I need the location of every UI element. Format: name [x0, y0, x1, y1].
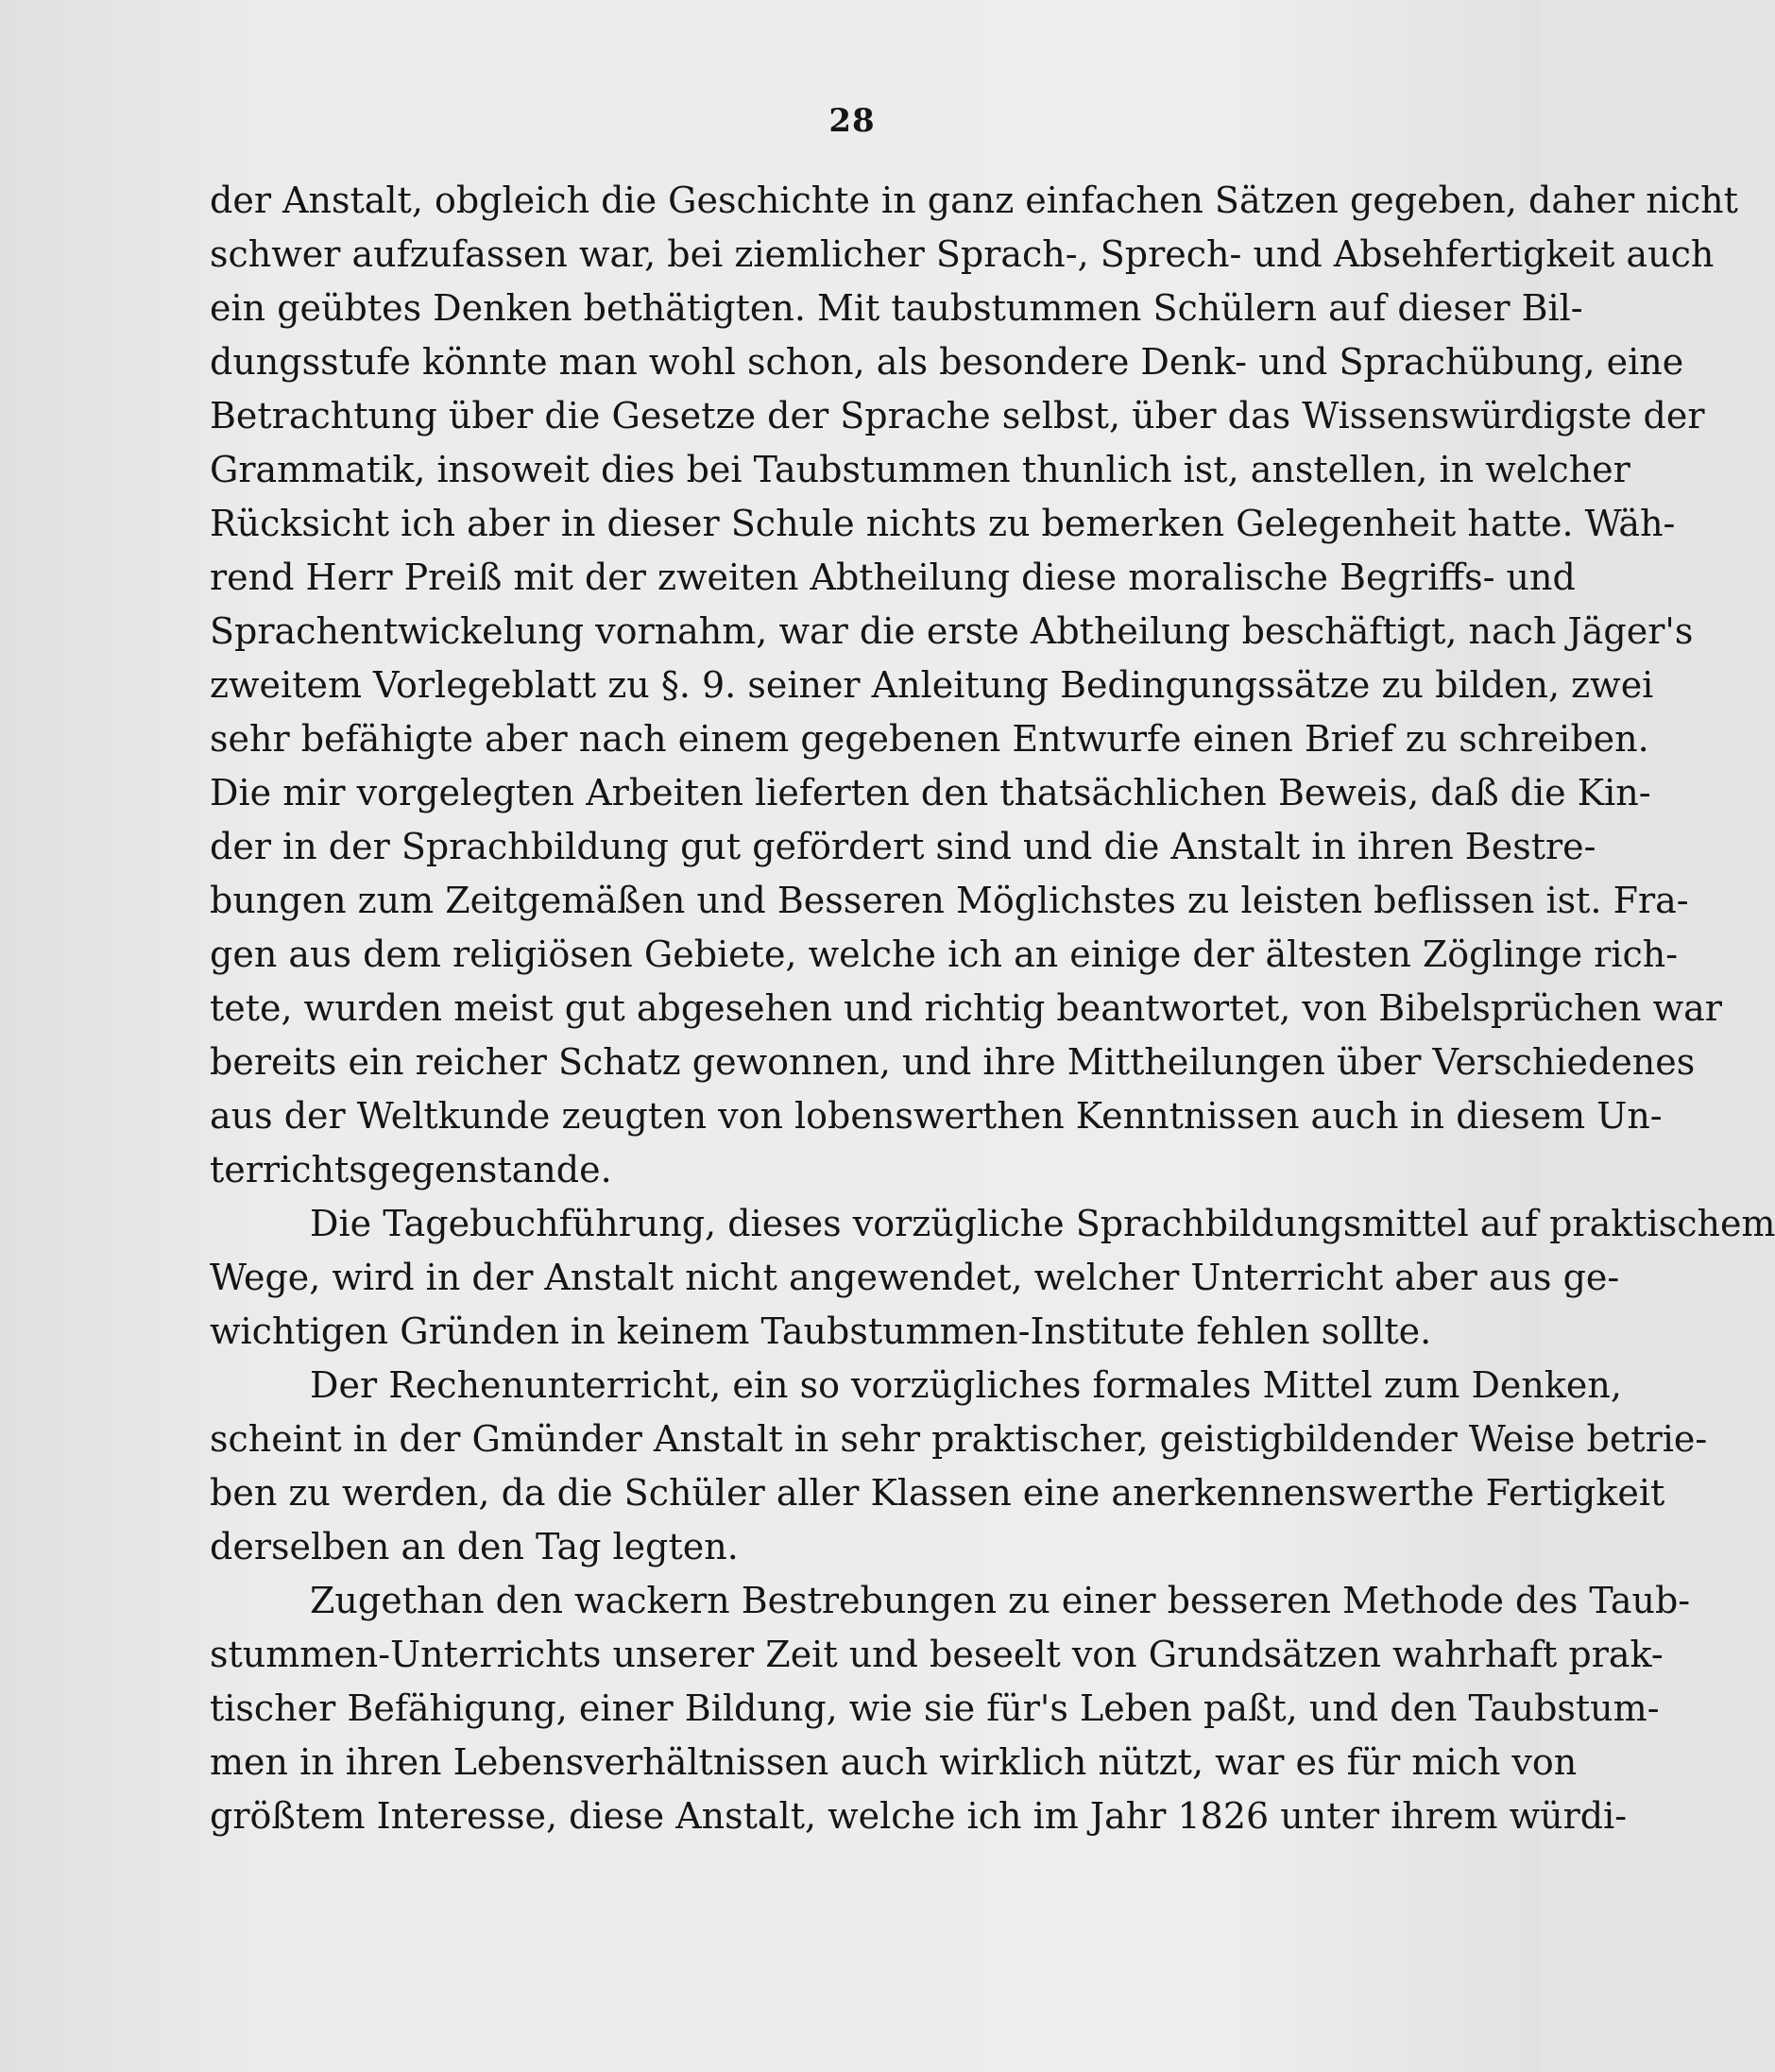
paragraph [210, 1197, 1775, 1359]
text-line: der in der Sprachbildung gut gefördert sind und die Anstalt in ihren Bestre- [210, 826, 1596, 867]
paragraph [210, 1574, 1691, 1843]
text-line: Zugethan den wackern Bestrebungen zu einer besseren Methode des Taub- [310, 1580, 1691, 1621]
text-line: bereits ein reicher Schatz gewonnen, und ihre Mittheilungen über Verschiedenes [210, 1041, 1696, 1083]
page-number: 28 [828, 102, 876, 140]
text-line: men in ihren Lebensverhältnissen auch wirklich nützt, war es für mich von [210, 1741, 1578, 1783]
text-line: aus der Weltkunde zeugten von lobenswerthen Kenntnissen auch in diesem Un- [210, 1095, 1663, 1137]
text-line: bungen zum Zeitgemäßen und Besseren Möglichstes zu leisten beflissen ist. Fra- [210, 880, 1689, 921]
text-line: dungsstufe könnte man wohl schon, als besondere Denk- und Sprachübung, eine [210, 341, 1684, 383]
text-line: schwer aufzufassen war, bei ziemlicher Sprach-, Sprech- und Absehfertigkeit auch [210, 233, 1715, 275]
text-line: Sprachentwickelung vornahm, war die erste Abtheilung beschäftigt, nach Jäger's [210, 610, 1694, 652]
text-line: zweitem Vorlegeblatt zu §. 9. seiner Anleitung Bedingungssätze zu bilden, zwei [210, 664, 1654, 706]
text-line: Betrachtung über die Gesetze der Sprache selbst, über das Wissenswürdigste der [210, 395, 1705, 437]
text-line: Grammatik, insoweit dies bei Taubstummen thunlich ist, anstellen, in welcher [210, 449, 1630, 490]
text-line: größtem Interesse, diese Anstalt, welche ich im Jahr 1826 unter ihrem würdi- [210, 1795, 1628, 1837]
text-line: tete, wurden meist gut abgesehen und richtig beantwortet, von Bibelsprüchen war [210, 987, 1722, 1029]
text-line: sehr befähigte aber nach einem gegebenen Entwurfe einen Brief zu schreiben. [210, 718, 1649, 760]
paragraph [210, 174, 1738, 1197]
text-line: derselben an den Tag legten. [210, 1526, 739, 1567]
text-line: stummen-Unterrichts unserer Zeit und beseelt von Grundsätzen wahrhaft prak- [210, 1634, 1664, 1675]
text-line: Die mir vorgelegten Arbeiten lieferten den thatsächlichen Beweis, daß die Kin- [210, 772, 1651, 813]
text-line: wichtigen Gründen in keinem Taubstummen-Institute fehlen sollte. [210, 1310, 1432, 1352]
text-line: terrichtsgegenstande. [210, 1149, 612, 1190]
text-line: der Anstalt, obgleich die Geschichte in ganz einfachen Sätzen gegeben, daher nicht [210, 180, 1738, 221]
text-line: scheint in der Gmünder Anstalt in sehr praktischer, geistigbildender Weise betrie- [210, 1418, 1708, 1460]
text-line: Die Tagebuchführung, dieses vorzügliche Sprachbildungsmittel auf praktischem [310, 1203, 1775, 1244]
body-text [210, 174, 1775, 1843]
text-line: gen aus dem religiösen Gebiete, welche ich an einige der ältesten Zöglinge rich- [210, 933, 1679, 975]
text-line: Rücksicht ich aber in dieser Schule nichts zu bemerken Gelegenheit hatte. Wäh- [210, 503, 1676, 544]
text-line: ben zu werden, da die Schüler aller Klassen eine anerkennenswerthe Fertigkeit [210, 1472, 1665, 1514]
text-line: rend Herr Preiß mit der zweiten Abtheilung diese moralische Begriffs- und [210, 557, 1576, 598]
text-line: tischer Befähigung, einer Bildung, wie sie für's Leben paßt, und den Taubstum- [210, 1687, 1660, 1729]
text-line: Wege, wird in der Anstalt nicht angewendet, welcher Unterricht aber aus ge- [210, 1257, 1620, 1298]
text-line: Der Rechenunterricht, ein so vorzügliches formales Mittel zum Denken, [310, 1364, 1622, 1406]
paragraph [210, 1359, 1708, 1574]
text-line: ein geübtes Denken bethätigten. Mit taubstummen Schülern auf dieser Bil- [210, 287, 1583, 329]
